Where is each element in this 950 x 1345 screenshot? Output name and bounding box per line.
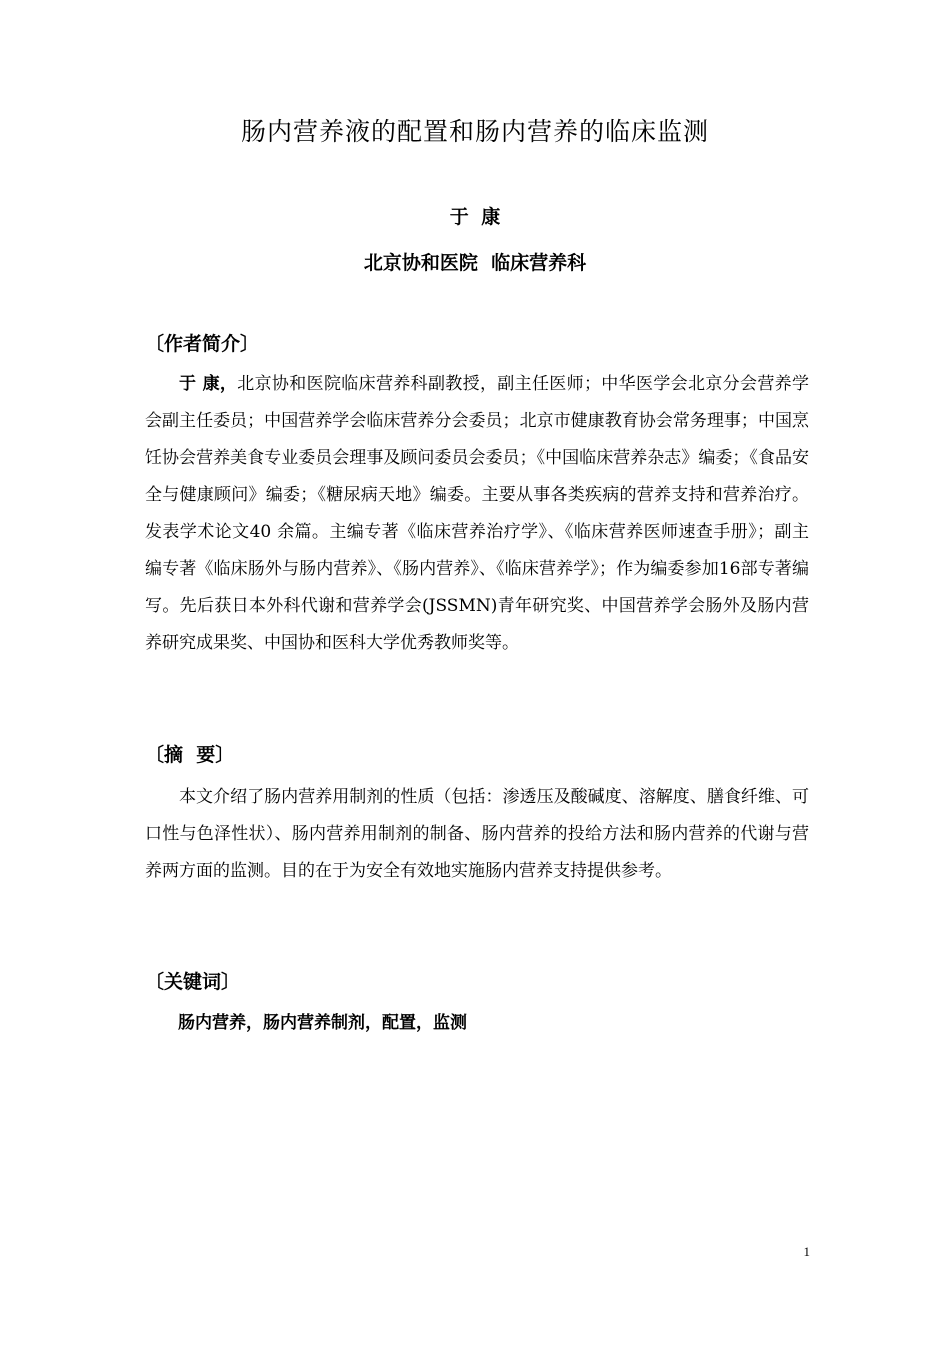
author-name: 于 康 [449, 206, 501, 228]
keywords-text: 肠内营养，肠内营养制剂，配置，监测 [178, 1013, 467, 1033]
author-affiliation: 北京协和医院 临床营养科 [363, 252, 587, 274]
abstract-heading: 〔摘 要〕 [145, 744, 235, 766]
page-number: 1 [803, 1244, 810, 1259]
document-title: 肠内营养液的配置和肠内营养的临床监测 [240, 117, 709, 146]
bio-text: 北京协和医院临床营养科副教授，副主任医师；中华医学会北京分会营养学会副主任委员；中国营养学会临床营养分会委员；北京市健康教育协会常务理事；中国烹饪协会营养美食专业委员会理事及顾问委员会委员；《中国临床营养杂志》编委；《食品安全与健康顾问》编委；《糖尿病天地》编委。主要从事各类疾病的营养支持和营养治疗。发表学术论文40 余篇。主编专著《临床营养治疗学》、《临床营养医师速查手册》；副主编专著《临床肠外与肠内营养》、《肠内营养》、《临床营养学》；作为编委参加16部专著编写。先后获日本外科代谢和营养学会(JSSMN)青年研究奖、中国营养学会肠外及肠内营养研究成果奖、中国协和医科大学优秀教师奖等。 [145, 374, 810, 653]
bio-heading: 〔作者简介〕 [145, 333, 260, 355]
abstract-paragraph: 本文介绍了肠内营养用制剂的性质（包括：渗透压及酸碱度、溶解度、膳食纤维、可口性与色泽性状）、肠内营养用制剂的制备、肠内营养的投给方法和肠内营养的代谢与营养两方面的监测。目的在于为安全有效地实施肠内营养支持提供参考。 [145, 787, 809, 881]
keywords-heading: 〔关键词〕 [145, 971, 241, 993]
bio-name-lead: 于 康， [179, 374, 238, 394]
bio-paragraph [145, 366, 809, 662]
